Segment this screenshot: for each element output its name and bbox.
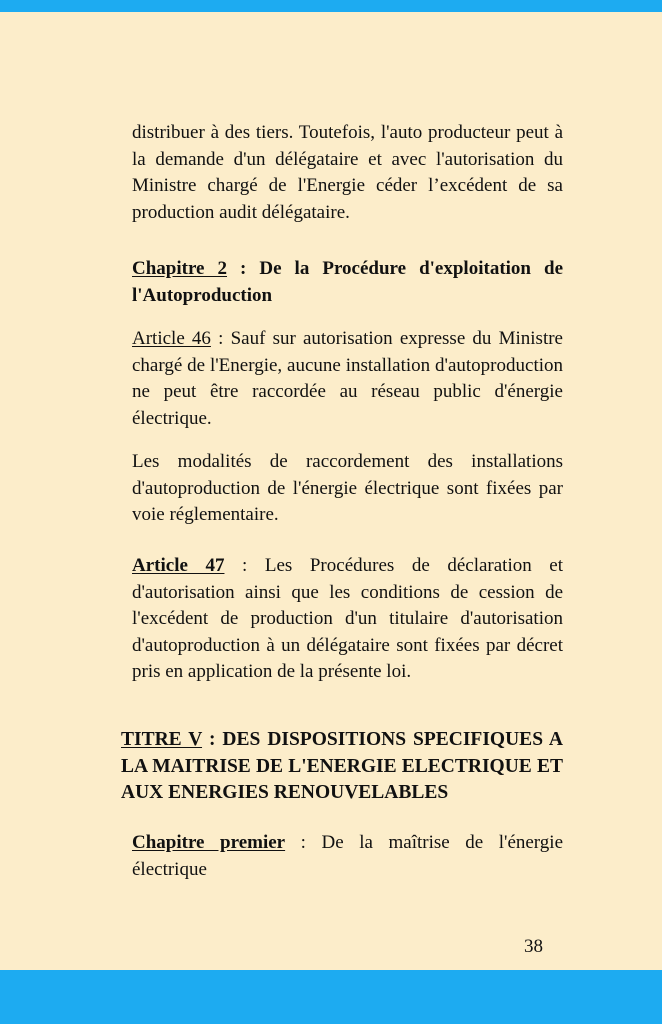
article-46-label: Article 46 [132, 328, 211, 349]
chapter-2-title: : De la Procédure d'exploitation de l'Autoproduction [132, 258, 564, 306]
article-47-label: Article 47 [132, 555, 225, 576]
article-46-paragraph-2 [132, 449, 563, 529]
titre-5-title: : DES DISPOSITIONS SPECIFIQUES A LA MAITRISE DE L'ENERGIE ELECTRIQUE ET AUX ENERGIES RENOUVELABLES [121, 729, 563, 803]
article-46-text: : Sauf sur autorisation expresse du Ministre chargé de l'Energie, aucune installation d'autoproduction ne peut être raccordée au réseau public d'énergie électrique. [132, 328, 563, 429]
paragraph-text: Les modalités de raccordement des installations d'autoproduction de l'énergie électrique sont fixées par voie réglementaire. [132, 451, 563, 525]
article-47-text: : Les Procédures de déclaration et d'autorisation ainsi que les conditions de cession de l'excédent de production d'un titulaire d'autorisation d'autoproduction à un délégataire sont fixées par décret pris en application de la présente loi. [132, 555, 563, 682]
chapitre-premier-label: Chapitre premier [132, 832, 286, 853]
paragraph-continuation [132, 120, 563, 226]
bottom-bar [0, 970, 662, 1024]
paragraph-text: distribuer à des tiers. Toutefois, l'auto producteur peut à la demande d'un délégataire et avec l'autorisation du Ministre chargé de l'Energie céder l’excédent de sa production audit délégataire. [132, 122, 563, 223]
article-47 [132, 553, 563, 686]
chapter-2-heading [132, 256, 563, 309]
chapitre-premier-heading [132, 830, 563, 883]
chapitre-premier-title: : De la maîtrise de l'énergie électrique [132, 832, 564, 880]
titre-5-heading [121, 727, 563, 807]
article-46 [132, 326, 563, 432]
page-number: 38 [524, 936, 543, 957]
chapter-2-label: Chapitre 2 [132, 258, 228, 279]
titre-5-label: TITRE V [121, 729, 203, 750]
